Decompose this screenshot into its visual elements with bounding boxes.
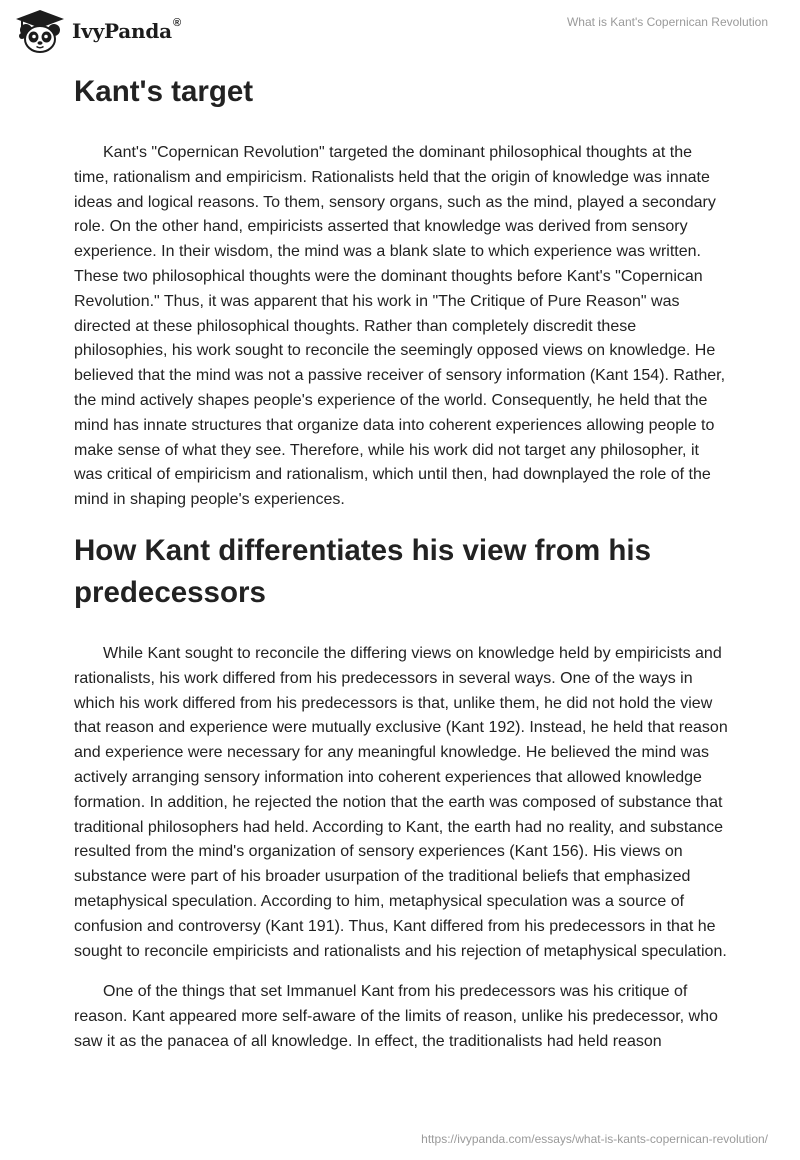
- source-url[interactable]: https://ivypanda.com/essays/what-is-kants-copernican-revolution/: [421, 1132, 768, 1146]
- document-title: What is Kant's Copernican Revolution: [566, 15, 768, 29]
- panda-graduate-icon: [14, 8, 66, 54]
- essay-body: [74, 62, 730, 1055]
- registered-mark: ®: [172, 17, 181, 29]
- section-heading-kants-target: Kant's target: [74, 75, 254, 108]
- section-heading-how-kant-differentiates: How Kant differentiates his view from his predecessors: [74, 533, 651, 609]
- paragraph: One of the things that set Immanuel Kant from his predecessors was his critique of reason. Kant appeared more self-aware of the limits of reason, unlike his predecessor, who saw it as the panacea of all knowledge. In effect, the traditionalists had held reason: [74, 983, 718, 1050]
- ivypanda-logo[interactable]: [14, 8, 181, 54]
- page-header: [0, 0, 800, 62]
- paragraph: Kant's "Copernican Revolution" targeted the dominant philosophical thoughts at the time, rationalism and empiricism. Rationalists held that the origin of knowledge was innate ideas and logical reasons. To them, sensory organs, such as the mind, played a secondary role. On the other hand, empiricists asserted that knowledge was derived from sensory experience. In their wisdom, the mind was a blank slate to which experience was written. These two philosophical thoughts were the dominant thoughts before Kant's "Copernican Revolution." Thus, it was apparent that his work in "The Critique of Pure Reason" was directed at these philosophical thoughts. Rather than completely discredit these philosophies, his work sought to reconcile the seemingly opposed views on knowledge. He believed that the mind was not a passive receiver of sensory information (Kant 154). Rather, the mind actively shapes people's experience of the world. Consequently, he held that the mind has innate structures that organize data into coherent experiences allowing people to make sense of what they see. Therefore, while his work did not target any philosopher, it was critical of empiricism and rationalism, which until then, had downplayed the role of the mind in shaping people's experiences.: [74, 144, 726, 509]
- paragraph: While Kant sought to reconcile the differing views on knowledge held by empiricists and rationalists, his work differed from his predecessors in several ways. One of the ways in which his work differed from his predecessors is that, unlike them, he did not hold the view that reason and experience were mutually exclusive (Kant 192). Instead, he held that reason and experience were necessary for any meaningful knowledge. He believed the mind was actively arranging sensory information into coherent experiences that allowed knowledge formation. In addition, he rejected the notion that the earth was composed of substance that traditional philosophers had held. According to Kant, the earth had no reality, and substance resulted from the mind's organization of sensory experiences (Kant 156). His views on substance were part of his broader usurpation of the traditional beliefs that emphasized metaphysical speculation. According to him, metaphysical speculation was a source of confusion and controversy (Kant 191). Thus, Kant differed from his predecessors in that he sought to reconcile empiricists and rationalists and his rejection of metaphysical speculation.: [74, 644, 728, 960]
- logo-wordmark: IvyPanda®: [72, 17, 181, 43]
